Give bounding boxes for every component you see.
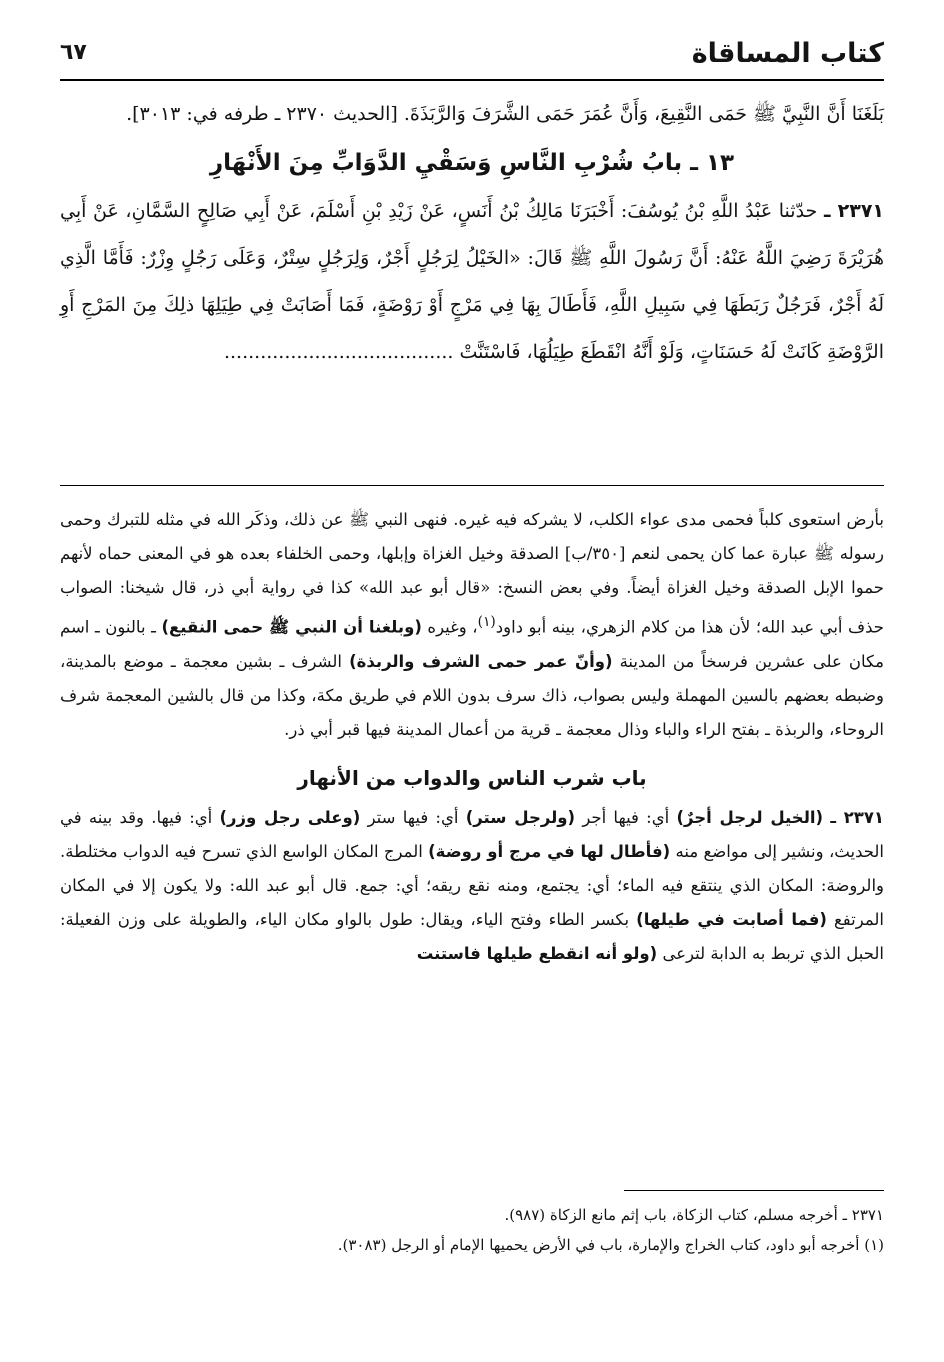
commentary-divider [60,485,884,486]
commentary-text: أي: فيها ستر [360,807,466,827]
hadith-number: ٢٣٧١ ـ [823,200,885,222]
quoted-phrase: (الخيل لرجل أجرٌ) [676,807,824,827]
page-number: ٦٧ [60,40,87,65]
chapter-heading: ١٣ ـ بابُ شُرْبِ النَّاسِ وَسَقْيِ الدَّوَابِّ مِنَ الأَنْهَارِ [209,150,735,176]
commentary-subheading: باب شرب الناس والدواب من الأنهار [297,765,647,790]
commentary-text: بكسر الطاء وفتح الياء، ويقال: طول بالواو مكان الياء، والطويلة على وزن الفعيلة: الحبل الذي تربط به الدابة لترعى [60,909,884,963]
quoted-phrase: (ولو أنه انقطع طيلها فاستنت [416,943,658,963]
quoted-phrase: (وعلى رجل وزر) [219,807,361,827]
commentary-text: الشرف ـ بشين معجمة ـ موضع بالمدينة، وضبطه بعضهم بالسين المهملة وليس بصواب، ذاك سرف بدون اللام في طريق مكة، وكذا من قال بالشين المعجمة شرف الروحاء، والربذة ـ بفتح الراء والباء وذال معجمة ـ قرية من أعمال المدينة فيها قبر أبي ذر. [60,651,884,739]
footnote: ٢٣٧١ ـ أخرجه مسلم، كتاب الزكاة، باب إثم مانع الزكاة (٩٨٧). [504,1206,884,1224]
page-header [60,28,884,78]
quoted-phrase: (فما أصابت في طيلها) [636,909,827,929]
footnotes [60,1200,884,1260]
header-rule [60,79,884,81]
commentary-paragraph-1 [60,503,884,747]
commentary-text: أي: فيها أجر [575,807,677,827]
footnote-rule [624,1190,884,1191]
commentary [60,503,884,971]
intro-text: بَلَغَنَا أَنَّ النَّبِيَّ ﷺ حَمَى النَّقِيعَ، وَأَنَّ عُمَرَ حَمَى الشَّرَفَ وَالرَّبَذَةَ. [الحديث ٢٣٧٠ ـ طرفه في: ٣٠١٣]. [126,103,884,125]
book-title: كتاب المساقاة [691,38,884,69]
commentary-text: ، وغيره [427,617,478,637]
quoted-phrase: (ولرجل ستر) [465,807,576,827]
commentary-text: ـ بالنون ـ اسم مكان على عشرين فرسخاً من المدينة [60,617,884,671]
quoted-phrase: (وأنّ عمر حمى الشرف والربذة) [349,651,613,671]
quoted-phrase: (فأطال لها في مرج أو روضة) [428,841,671,861]
commentary-text: بأرض استعوى كلباً فحمى مدى عواء الكلب، لا يشركه فيه غيره. فنهى النبي ﷺ عن ذلك، وذكَر الله في مثله للتبرك وحمى رسوله ﷺ عبارة عما كان يحمى لنعم [٣٥٠/ب] الصدقة وخيل الغزاة وإبلها، وحمى الخلفاء بعده هو في المعنى حماه لأنهم حموا الإبل الصدقة وخيل الغزاة أيضاً. وفي بعض النسخ: «قال أبو عبد الله» كذا في رواية أبي ذر، قال شيخنا: الصواب حذف أبي عبد الله؛ لأن هذا من كلام الزهري، بينه أبو داود [60,510,885,637]
footnote-ref: (١) [477,614,496,630]
hadith-block [60,92,884,376]
hadith-paragraph [60,188,884,376]
hadith-text: حدّثنا عَبْدُ اللَّهِ بْنُ يُوسُفَ: أَخْبَرَنَا مَالِكُ بْنُ أَنَسٍ، عَنْ زَيْدِ بْنِ أَسْلَمَ، عَنْ أَبِي صَالِحٍ السَّمَّانِ، عَنْ أَبِي هُرَيْرَةَ رَضِيَ اللَّهُ عَنْهُ: أَنَّ رَسُولَ اللَّهِ ﷺ قَالَ: «الخَيْلُ لِرَجُلٍ أَجْرٌ، وَلِرَجُلٍ سِتْرٌ، وَعَلَى رَجُلٍ وِزْرٌ: فَأَمَّا الَّذِي لَهُ أَجْرٌ، فَرَجُلٌ رَبَطَهَا فِي سَبِيلِ اللَّهِ، فَأَطَالَ بِهَا فِي مَرْجٍ أَوْ رَوْضَةٍ، فَمَا أَصَابَتْ فِي طِيَلِهَا ذلِكَ مِنَ المَرْجِ أَوِ الرَّوْضَةِ كَانَتْ لَهُ حَسَنَاتٍ، وَلَوْ أَنَّهُ انْقَطَعَ طِيَلُهَا، فَاسْتَنَّتْ ...................................... [60,200,884,363]
commentary-text: المرج المكان الواسع الذي تسرح فيه الدواب مختلطة. والروضة: المكان الذي ينتقع فيه الماء؛ أي: يجتمع، ومنه نقع ريقه؛ أي: جمع. قال أبو عبد الله: ولا يكون إلا في المكان المرتفع [60,841,884,929]
hadith-number: ٢٣٧١ ـ [830,807,884,827]
quoted-phrase: (وبلغنا أن النبي ﷺ حمى النقيع) [161,617,422,637]
commentary-text: أي: فيها. وقد بينه في الحديث، ونشير إلى مواضع منه [60,807,884,861]
commentary-paragraph-2 [60,801,884,971]
footnote: (١) أخرجه أبو داود، كتاب الخراج والإمارة، باب في الأرض يحميها الإمام أو الرجل (٣٠٨٣). [337,1236,884,1254]
